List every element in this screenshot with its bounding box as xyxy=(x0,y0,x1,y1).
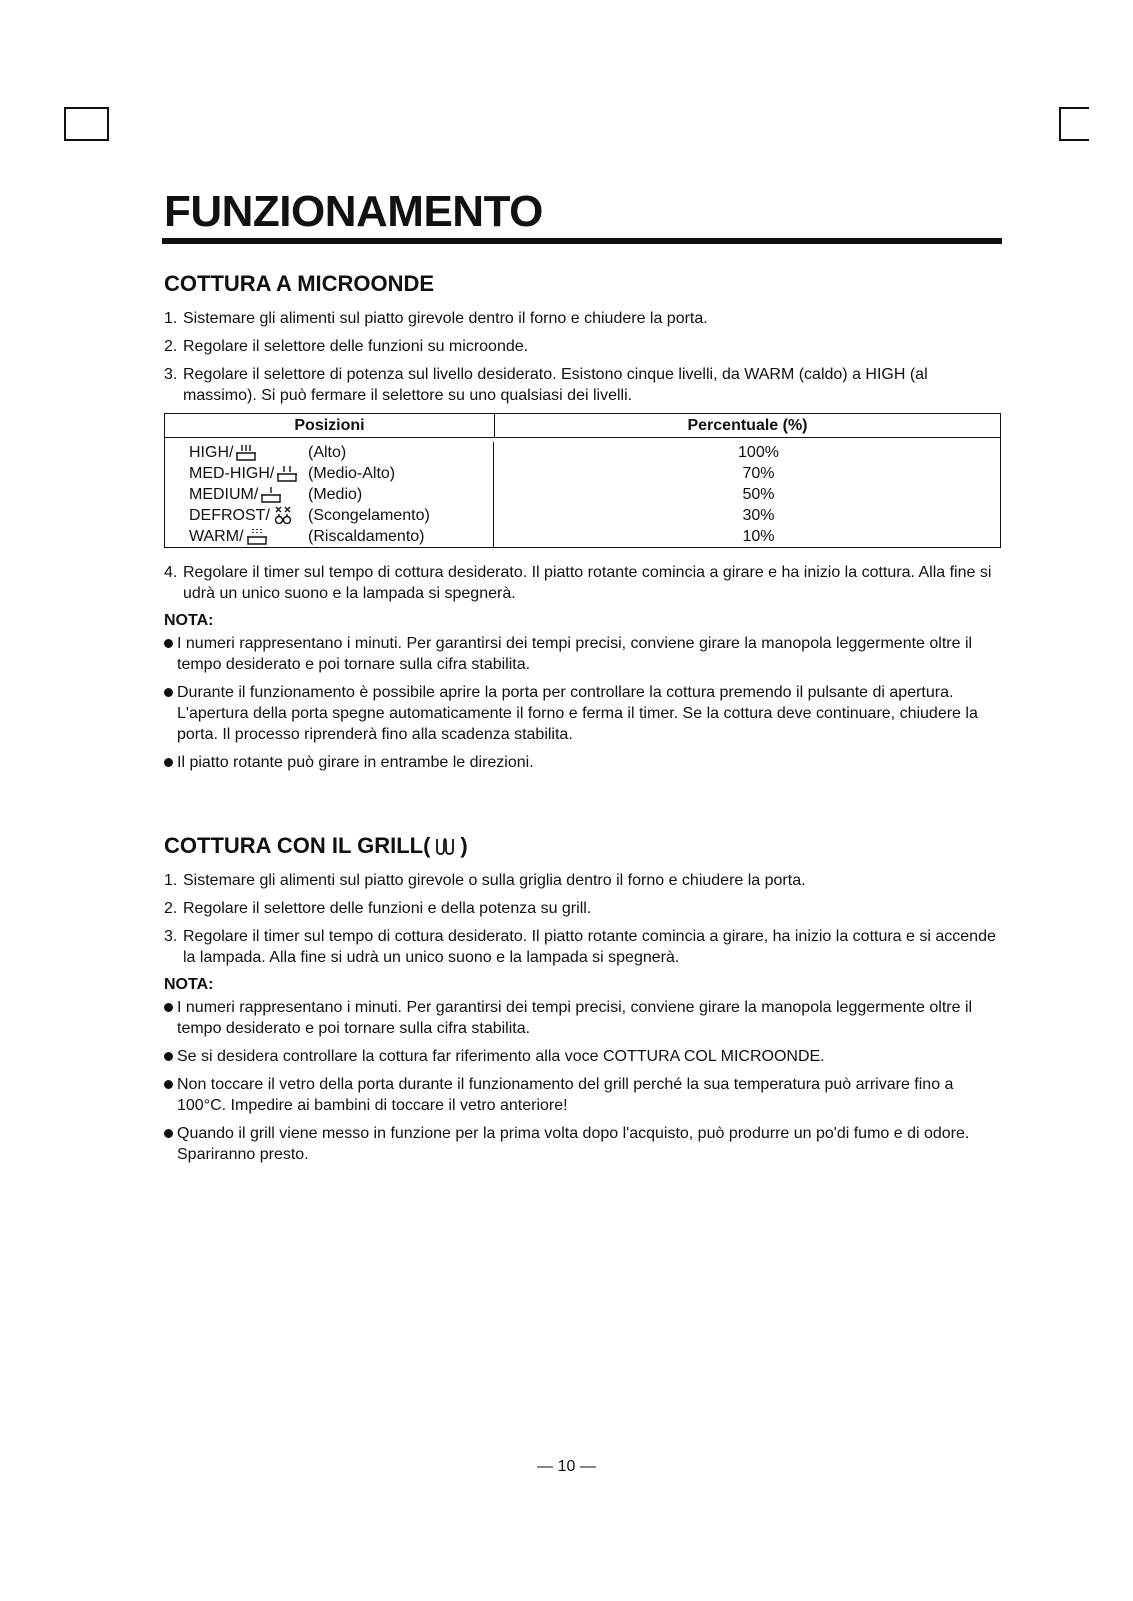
grill-notes xyxy=(164,997,1004,1165)
step-item xyxy=(164,926,1004,968)
step-number: 3. xyxy=(164,366,178,383)
step-text: Regolare il selettore delle funzioni e della potenza su grill. xyxy=(183,900,592,917)
note-item: Non toccare il vetro della porta durante il funzionamento del grill perché la sua temperatura può arrivare fino a 100°C. Impedire ai bambini di toccare il vetro anteriore! xyxy=(164,1074,1004,1116)
step-text: Sistemare gli alimenti sul piatto girevole dentro il forno e chiudere la porta. xyxy=(183,310,708,327)
step-text: Regolare il selettore delle funzioni su microonde. xyxy=(183,338,529,355)
step-text: Sistemare gli alimenti sul piatto girevole o sulla griglia dentro il forno e chiudere la porta. xyxy=(183,872,806,889)
power-level-table xyxy=(164,413,1001,548)
page-number: — 10 — xyxy=(537,1458,596,1475)
defrost-icon xyxy=(272,506,294,526)
page-title: FUNZIONAMENTO xyxy=(164,187,543,236)
table-body xyxy=(165,438,1000,547)
position-name: HIGH/ xyxy=(189,444,234,461)
table-row xyxy=(165,463,493,484)
grill-heading xyxy=(164,832,1004,860)
step-text: Regolare il timer sul tempo di cottura desiderato. Il piatto rotante comincia a girare e ha inizio la cottura. Alla fine si udrà un unico suono e la lampada si spegnerà. xyxy=(183,564,992,602)
note-item: Quando il grill viene messo in funzione per la prima volta dopo l'acquisto, può produrre un po'di fumo e di odore. Spariranno presto. xyxy=(164,1123,1004,1165)
step-text: Regolare il timer sul tempo di cottura desiderato. Il piatto rotante comincia a girare, ha inizio la cottura e si accende la lampada. Alla fine si udrà un unico suono e la lampada si spegnerà. xyxy=(183,928,996,966)
microwave-heading: COTTURA A MICROONDE xyxy=(164,271,435,296)
step-number: 4. xyxy=(164,564,178,581)
table-row xyxy=(165,484,493,505)
step-item xyxy=(164,562,1004,604)
step-text: Regolare il selettore di potenza sul livello desiderato. Esistono cinque livelli, da WARM (caldo) a HIGH (al massimo). Si può fermare il selettore su uno qualsiasi dei livelli. xyxy=(183,366,928,404)
percent-value: 30% xyxy=(742,507,775,524)
table-row xyxy=(494,442,1000,463)
title-rule xyxy=(162,238,1002,244)
step-number: 1. xyxy=(164,310,178,327)
step-number: 3. xyxy=(164,928,178,945)
header-position: Posizioni xyxy=(165,414,495,437)
position-desc: (Riscaldamento) xyxy=(308,528,425,545)
table-row xyxy=(494,505,1000,526)
microwave-steps xyxy=(164,308,1004,406)
note-item: Se si desidera controllare la cottura far riferimento alla voce COTTURA COL MICROONDE. xyxy=(164,1046,1004,1067)
microwave-section xyxy=(164,270,1004,780)
microwave-steps-continued xyxy=(164,562,1004,604)
note-item: Durante il funzionamento è possibile aprire la porta per controllare la cottura premendo il pulsante di apertura. L'apertura della porta spegne automaticamente il forno e ferma il timer. Se la cottura deve continuare, chiudere la porta. Il processo riprenderà fino alla scadenza stabilita. xyxy=(164,682,1004,745)
table-row xyxy=(165,505,493,526)
note-item: I numeri rappresentano i minuti. Per garantirsi dei tempi precisi, conviene girare la manopola leggermente oltre il tempo desiderato e poi tornare sulla cifra stabilita. xyxy=(164,633,1004,675)
table-header xyxy=(165,414,1000,438)
percent-value: 70% xyxy=(742,465,775,482)
step-number: 2. xyxy=(164,338,178,355)
table-row xyxy=(494,526,1000,547)
power-med-high-icon xyxy=(276,464,298,484)
table-row xyxy=(165,526,493,547)
step-item xyxy=(164,898,1004,919)
grill-steps xyxy=(164,870,1004,968)
position-name: MEDIUM/ xyxy=(189,486,259,503)
percent-value: 10% xyxy=(742,528,775,545)
microwave-notes xyxy=(164,633,1004,773)
page-corner-mark-left xyxy=(64,107,109,141)
header-percent: Percentuale (%) xyxy=(687,417,808,434)
power-warm-icon xyxy=(246,527,268,547)
percent-column xyxy=(494,442,1000,547)
nota-label: NOTA: xyxy=(164,612,214,629)
step-item xyxy=(164,308,1004,329)
grill-heading-text: COTTURA CON IL GRILL( xyxy=(164,833,431,858)
table-row xyxy=(165,442,493,463)
page-corner-mark-right xyxy=(1059,107,1089,141)
grill-section xyxy=(164,832,1004,1172)
step-number: 1. xyxy=(164,872,178,889)
nota-label: NOTA: xyxy=(164,976,214,993)
step-item xyxy=(164,870,1004,891)
position-desc: (Scongelamento) xyxy=(308,507,430,524)
position-desc: (Alto) xyxy=(308,444,347,461)
note-item: Il piatto rotante può girare in entrambe le direzioni. xyxy=(164,752,1004,773)
step-item xyxy=(164,364,1004,406)
grill-icon xyxy=(434,836,456,856)
position-desc: (Medio-Alto) xyxy=(308,465,396,482)
position-column xyxy=(165,442,494,547)
table-row xyxy=(494,484,1000,505)
power-high-icon xyxy=(235,443,257,463)
power-medium-icon xyxy=(260,485,282,505)
grill-heading-close: ) xyxy=(460,833,468,858)
percent-value: 100% xyxy=(738,444,779,461)
note-item: I numeri rappresentano i minuti. Per garantirsi dei tempi precisi, conviene girare la manopola leggermente oltre il tempo desiderato e poi tornare sulla cifra stabilita. xyxy=(164,997,1004,1039)
step-item xyxy=(164,336,1004,357)
step-number: 2. xyxy=(164,900,178,917)
position-name: DEFROST/ xyxy=(189,507,270,524)
table-row xyxy=(494,463,1000,484)
position-desc: (Medio) xyxy=(308,486,363,503)
position-name: WARM/ xyxy=(189,528,244,545)
position-name: MED-HIGH/ xyxy=(189,465,275,482)
percent-value: 50% xyxy=(742,486,775,503)
